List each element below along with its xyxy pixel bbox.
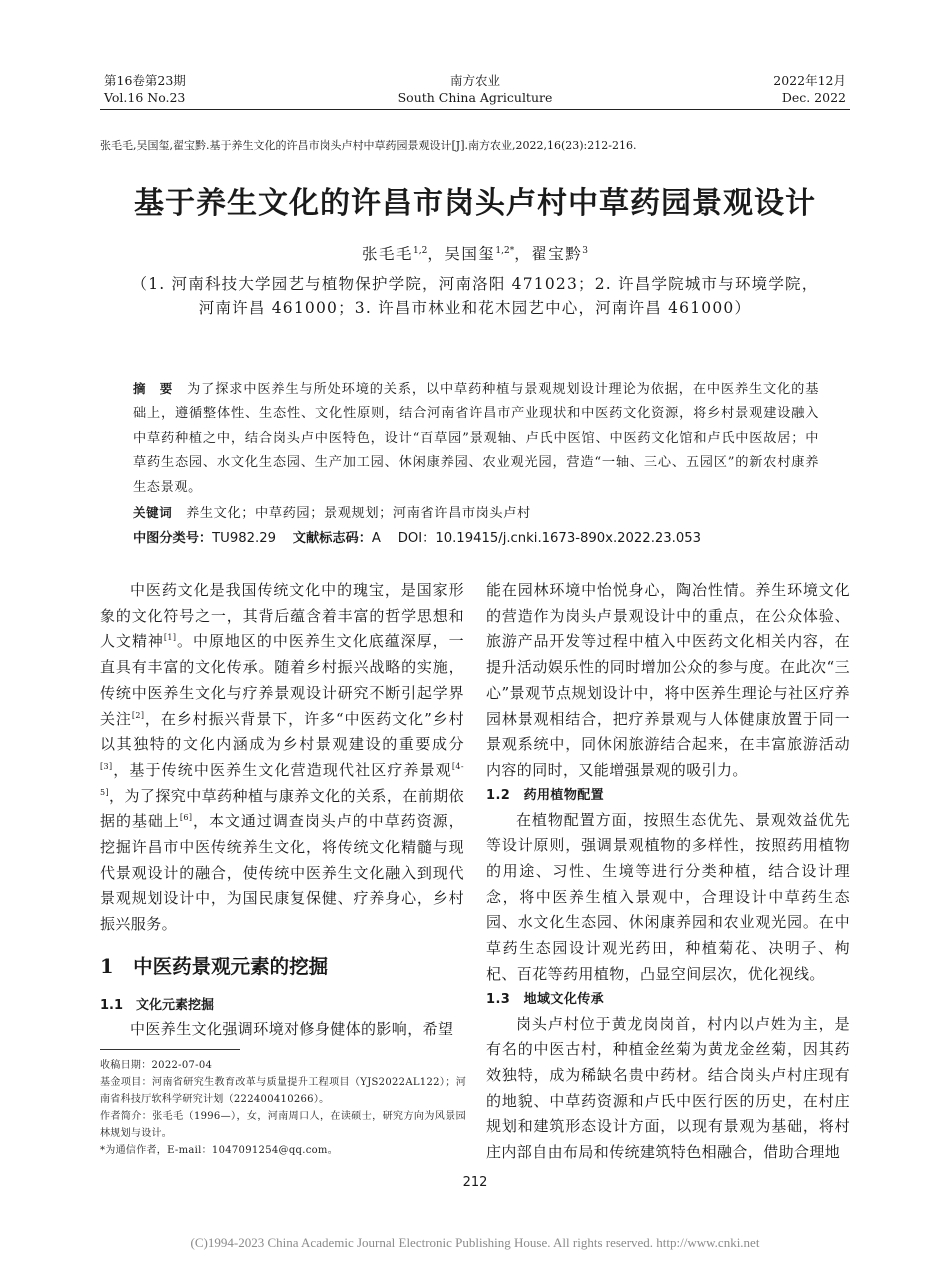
page-number: 212: [462, 1175, 488, 1190]
journal-name-header: [350, 72, 600, 106]
issue-en: Vol.16 No.23: [104, 90, 186, 105]
section-1-3-paragraph: 岗头卢村位于黄龙岗岗首，村内以卢姓为主，是有名的中医古村，种植金丝菊为黄龙金丝菊，因其药效独特，成为稀缺名贵中药材。结合岗头卢村庄现有的地貌、中草药资源和卢氏中医行医的历史，在村庄规划和建筑形态设计方面，以现有景观为基础，将村庄内部自由布局和传统建筑特色相融合，借助合理地: [486, 1014, 850, 1162]
date-en: Dec. 2022: [781, 90, 846, 105]
keywords: [133, 501, 819, 526]
section-1-2-paragraph: 在植物配置方面，按照生态优先、景观效益优先等设计原则，强调景观植物的多样性，按照药用植物的用途、习性、生境等进行分类种植，结合设计理念，将中医养生植入景观中，合理设计中草药生态园、水文化生态园、休闲康养园和农业观光园。在中草药生态园设计观光药田，种植菊花、决明子、枸杞、百花等药用植物，凸显空间层次，优化视线。: [486, 810, 850, 983]
section-1-1-paragraph: 中医养生文化强调环境对修身健体的影响，希望: [130, 1020, 454, 1038]
journal-date-header: [773, 72, 846, 106]
author-list: [100, 243, 850, 265]
issue-cn: 第16卷第23期: [104, 73, 186, 88]
affiliations: [100, 272, 850, 320]
section-1-heading: 1 中医药景观元素的挖掘: [100, 955, 329, 978]
footnotes: [100, 1057, 466, 1159]
classification-line: [133, 527, 819, 551]
text-run: ，在乡村振兴背景下，许多“中医药文化”乡村以其独特的文化内涵成为乡村景观建设的重要成分: [100, 709, 464, 754]
received-date: 收稿日期：2022-07-04: [100, 1060, 213, 1071]
author-separator: ，: [427, 245, 445, 263]
reference-marker: [4-5]: [100, 761, 464, 797]
doc-code: A: [371, 531, 381, 546]
journal-cn: 南方农业: [449, 73, 500, 88]
footnote-divider: [100, 1049, 240, 1050]
copyright-notice: (C)1994-2023 China Academic Journal Electronic Publishing House. All rights reserved. http://www.cnki.net: [190, 1235, 760, 1250]
author-3: 翟宝黔: [531, 245, 583, 263]
abstract-text: 为了探求中医养生与所处环境的关系，以中草药种植与景观规划设计理论为依据，在中医养生文化的基础上，遵循整体性、生态性、文化性原则，结合河南省许昌市产业现状和中医药文化资源，将乡村景观建设融入中草药种植之中，结合岗头卢中医特色，设计“百草园”景观轴、卢氏中医馆、中医药文化馆和卢氏中医故居；中草药生态园、水文化生态园、生产加工园、休闲康养园、农业观光园，营造“一轴、三心、五园区”的新农村康养生态景观。: [133, 382, 819, 495]
clc-code: TU982.29: [212, 531, 276, 546]
author-bio: 作者简介：张毛毛（1996—），女，河南周口人，在读硕士，研究方向为风景园林规划与设计。: [100, 1111, 466, 1139]
text-run: ，本文通过调查岗头卢的中草药资源，挖掘许昌市中医传统养生文化，将传统文化精髓与现代景观设计的融合，使传统中医养生文化融入到现代景观规划设计中，为国民康复保健、疗养身心，乡村振兴服务。: [100, 812, 464, 934]
keywords-label: 关键词: [133, 505, 173, 520]
intro-paragraph: [100, 578, 464, 938]
subsection-1-3-heading: 1.3 地域文化传承: [486, 991, 605, 1007]
reference-marker: [1]: [163, 633, 177, 643]
author-2-affil: 1,2*: [495, 245, 515, 256]
clc-label: 中图分类号：: [133, 531, 213, 546]
doc-code-label: 文献标志码：: [292, 531, 372, 546]
date-cn: 2022年12月: [773, 73, 846, 88]
doi-label: DOI：: [397, 531, 436, 546]
doi-value: 10.19415/j.cnki.1673-890x.2022.23.053: [435, 531, 702, 546]
article-title: 基于养生文化的许昌市岗头卢村中草药园景观设计: [134, 186, 816, 221]
journal-en: South China Agriculture: [397, 90, 553, 105]
text-run: ，为了探究中草药种植与康养文化的关系，在前期依据的基础上: [100, 786, 464, 831]
text-run: ，基于传统中医养生文化营造现代社区疗养景观: [112, 760, 452, 779]
affiliation-line-1: （1. 河南科技大学园艺与植物保护学院，河南洛阳 471023；2. 许昌学院城市与环境学院，: [131, 275, 819, 293]
reference-marker: [2]: [131, 710, 145, 720]
journal-issue-header: [104, 72, 186, 106]
subsection-1-1-heading: 1.1 文化元素挖掘: [100, 998, 215, 1013]
right-column-text: [486, 578, 850, 1166]
reference-marker: [3]: [100, 761, 113, 771]
author-1-affil: 1,2: [413, 245, 428, 256]
left-column-text: [100, 578, 464, 938]
funding-note: 基金项目：河南省研究生教育改革与质量提升工程项目（YJS2022AL122）；河南省科技厅软科学研究计划（222400410266）。: [100, 1077, 466, 1105]
text-run: 中医药文化是我国传统文化中的瑰宝，是国家形象的文化符号之一，其背后蕴含着丰富的哲学思想和人文精神: [100, 581, 464, 651]
abstract: [133, 377, 819, 500]
author-1: 张毛毛: [362, 245, 414, 263]
text-run: 。中原地区的中医养生文化底蕴深厚，一直具有丰富的文化传承。随着乡村振兴战略的实施，传统中医养生文化与疗养景观设计研究不断引起学界关注: [100, 632, 464, 728]
author-2: 吴国玺: [444, 245, 496, 263]
keywords-text: 养生文化；中草药园；景观规划；河南省许昌市岗头卢村: [186, 506, 531, 521]
corresponding-author: *为通信作者，E-mail：1047091254@qq.com。: [100, 1145, 339, 1156]
continued-paragraph: 能在园林环境中怡悦身心，陶冶性情。养生环境文化的营造作为岗头卢景观设计中的重点，在公众体验、旅游产品开发等过程中植入中医药文化相关内容，在提升活动娱乐性的同时增加公众的参与度。在此次“三心”景观节点规划设计中，将中医养生理论与社区疗养园林景观相结合，把疗养景观与人体健康放置于同一景观系统中，同休闲旅游结合起来，在丰富旅游活动内容的同时，又能增强景观的吸引力。: [486, 581, 850, 779]
header-divider: [100, 109, 850, 110]
affiliation-line-2: 河南许昌 461000；3. 许昌市林业和花木园艺中心，河南许昌 461000）: [198, 299, 752, 317]
abstract-label: 摘 要: [133, 381, 174, 396]
subsection-1-2-heading: 1.2 药用植物配置: [486, 787, 605, 803]
citation-line: 张毛毛,吴国玺,翟宝黔.基于养生文化的许昌市岗头卢村中草药园景观设计[J].南方农业,2022,16(23):212-216.: [100, 139, 637, 152]
author-3-affil: 3: [582, 245, 588, 256]
author-separator: ，: [514, 245, 532, 263]
reference-marker: [6]: [179, 813, 193, 823]
left-column-text-2: [100, 1017, 464, 1043]
